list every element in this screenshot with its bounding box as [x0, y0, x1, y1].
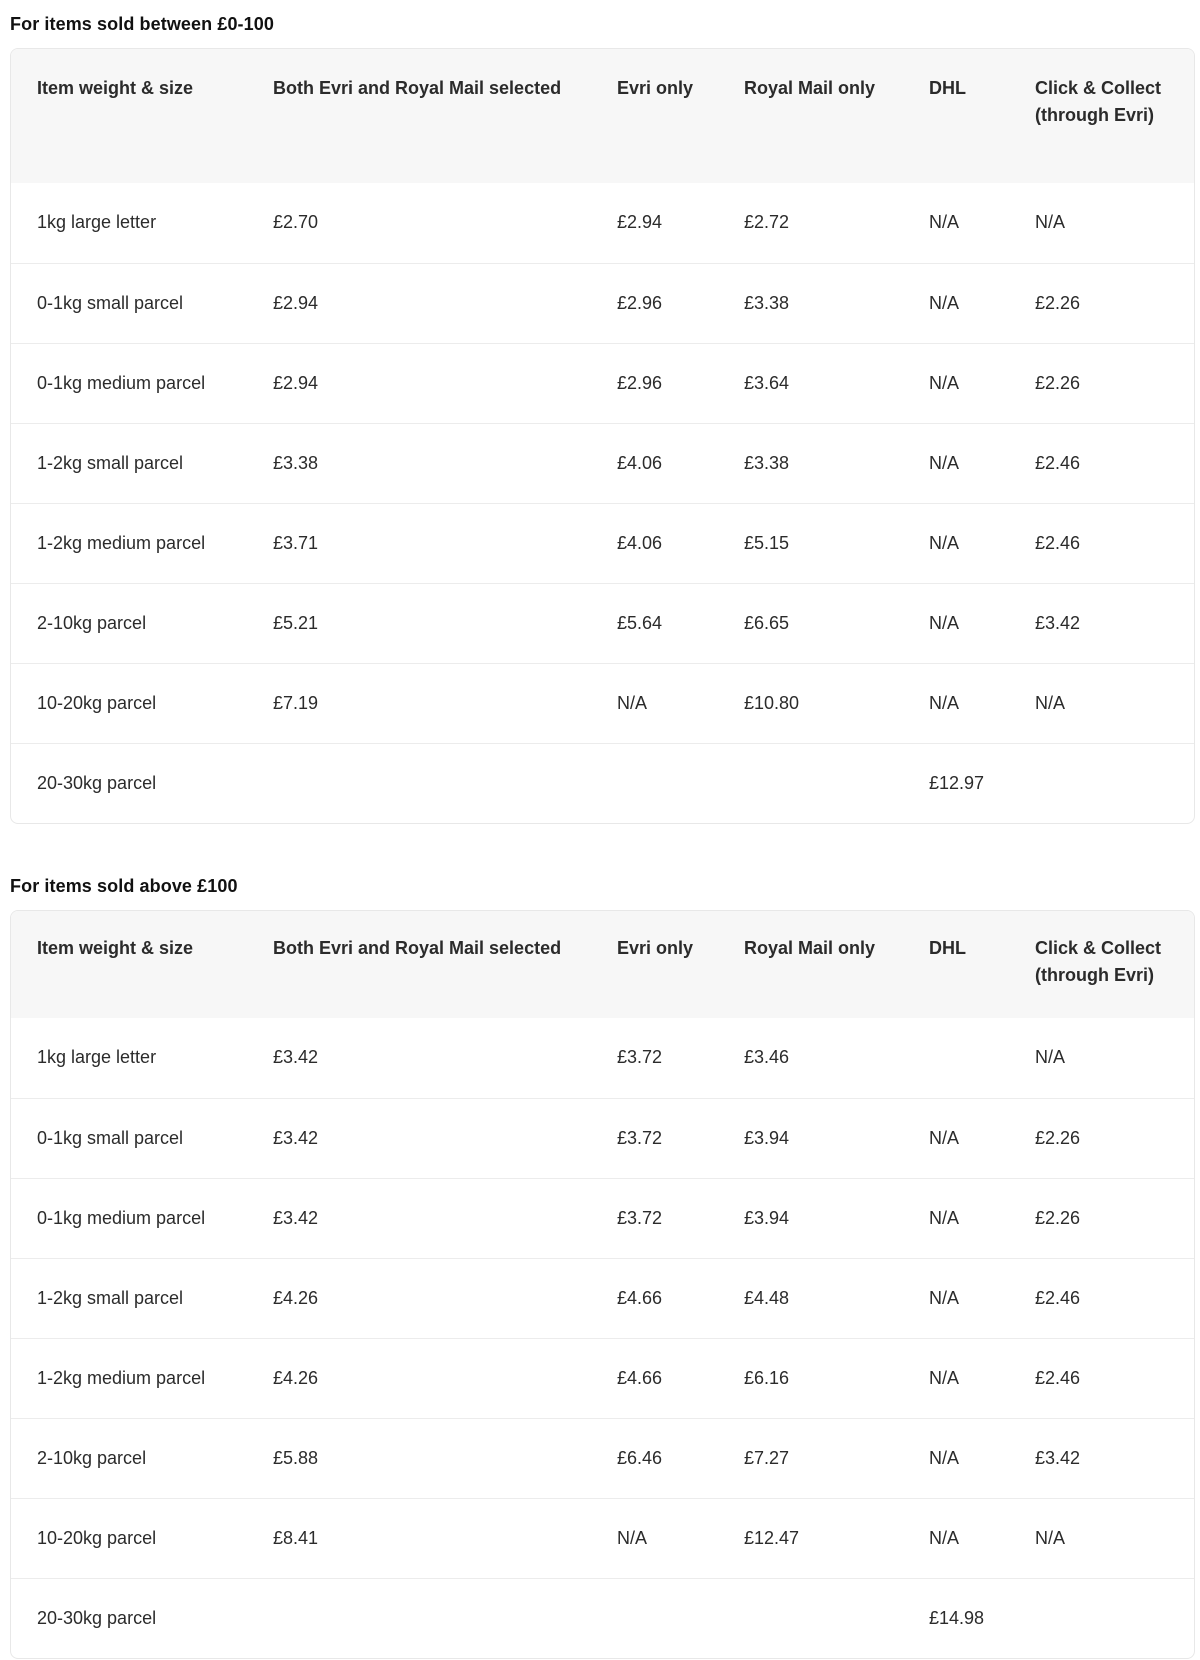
table-row	[11, 1418, 1195, 1498]
cell-dhl: N/A	[929, 212, 960, 233]
cell-dhl: N/A	[929, 1367, 960, 1388]
price-section-above-100	[10, 862, 1195, 1659]
cell-evri: N/A	[617, 692, 648, 713]
column-header-royal-mail: Royal Mail only	[744, 78, 876, 98]
cell-item: 0-1kg small parcel	[37, 1127, 184, 1148]
cell-evri: N/A	[617, 1527, 648, 1548]
section-title: For items sold between £0-100	[10, 14, 274, 34]
cell-both: £3.71	[273, 532, 319, 553]
cell-click-collect: £3.42	[1035, 612, 1081, 633]
table-row	[11, 343, 1195, 423]
cell-evri: £3.72	[617, 1127, 663, 1148]
cell-click-collect: N/A	[1035, 692, 1066, 713]
cell-click-collect: £2.46	[1035, 452, 1081, 473]
cell-both	[247, 1578, 591, 1658]
cell-dhl: N/A	[929, 292, 960, 313]
cell-dhl: N/A	[929, 452, 960, 473]
cell-both: £5.88	[273, 1447, 319, 1468]
column-header-royal-mail: Royal Mail only	[744, 938, 876, 958]
column-header-dhl: DHL	[929, 78, 966, 98]
cell-royal-mail: £12.47	[744, 1527, 800, 1548]
cell-royal-mail: £6.16	[744, 1367, 790, 1388]
cell-evri: £2.96	[617, 372, 663, 393]
column-header-evri: Evri only	[617, 78, 694, 98]
table-row	[11, 663, 1195, 743]
table-row	[11, 1098, 1195, 1178]
cell-evri	[591, 743, 718, 823]
cell-dhl: N/A	[929, 1447, 960, 1468]
cell-item: 1kg large letter	[37, 212, 157, 233]
cell-royal-mail: £4.48	[744, 1287, 790, 1308]
cell-item: 1-2kg medium parcel	[37, 532, 206, 553]
cell-royal-mail: £10.80	[744, 692, 800, 713]
cell-item: 1-2kg small parcel	[37, 1287, 184, 1308]
cell-click-collect: £2.26	[1035, 1127, 1081, 1148]
table-row	[11, 1018, 1195, 1098]
cell-evri: £3.72	[617, 1047, 663, 1068]
cell-click-collect: N/A	[1035, 1527, 1066, 1548]
cell-royal-mail: £2.72	[744, 212, 790, 233]
cell-click-collect: £2.46	[1035, 532, 1081, 553]
cell-click-collect	[1009, 743, 1195, 823]
cell-dhl: £12.97	[929, 772, 985, 793]
column-header-item-weight: Item weight & size	[37, 938, 194, 958]
cell-dhl: N/A	[929, 1527, 960, 1548]
cell-evri	[591, 1578, 718, 1658]
cell-click-collect: £2.26	[1035, 292, 1081, 313]
cell-click-collect: £2.26	[1035, 372, 1081, 393]
cell-item: 2-10kg parcel	[37, 612, 147, 633]
cell-dhl: £14.98	[929, 1607, 985, 1628]
column-header-click-collect: Click & Collect (through Evri)	[1035, 78, 1162, 125]
cell-dhl: N/A	[929, 612, 960, 633]
price-section-0-100	[10, 0, 1195, 824]
cell-click-collect: £3.42	[1035, 1447, 1081, 1468]
column-header-item-weight: Item weight & size	[37, 78, 194, 98]
cell-dhl: N/A	[929, 692, 960, 713]
cell-royal-mail: £3.38	[744, 292, 790, 313]
table-row	[11, 1338, 1195, 1418]
cell-royal-mail: £3.38	[744, 452, 790, 473]
cell-evri: £5.64	[617, 612, 663, 633]
cell-royal-mail: £5.15	[744, 532, 790, 553]
cell-item: 20-30kg parcel	[37, 1607, 157, 1628]
cell-both: £3.38	[273, 452, 319, 473]
table-row	[11, 1578, 1195, 1658]
cell-both: £3.42	[273, 1047, 319, 1068]
cell-royal-mail: £6.65	[744, 612, 790, 633]
cell-evri: £4.06	[617, 532, 663, 553]
cell-dhl: N/A	[929, 1207, 960, 1228]
table-row	[11, 1258, 1195, 1338]
cell-royal-mail: £3.94	[744, 1207, 790, 1228]
cell-evri: £6.46	[617, 1447, 663, 1468]
cell-both: £2.70	[273, 212, 319, 233]
cell-click-collect: £2.46	[1035, 1367, 1081, 1388]
cell-both: £4.26	[273, 1287, 319, 1308]
cell-item: 1-2kg medium parcel	[37, 1367, 206, 1388]
postage-price-table	[10, 910, 1195, 1659]
postage-price-table	[10, 48, 1195, 824]
cell-evri: £2.94	[617, 212, 663, 233]
section-title: For items sold above £100	[10, 876, 238, 896]
cell-royal-mail: £3.46	[744, 1047, 790, 1068]
cell-dhl: N/A	[929, 532, 960, 553]
cell-dhl: N/A	[929, 1287, 960, 1308]
table-row	[11, 263, 1195, 343]
column-header-click-collect: Click & Collect (through Evri)	[1035, 938, 1162, 985]
cell-item: 1kg large letter	[37, 1047, 157, 1068]
cell-item: 0-1kg medium parcel	[37, 372, 206, 393]
cell-evri: £4.06	[617, 452, 663, 473]
cell-evri: £4.66	[617, 1367, 663, 1388]
cell-item: 1-2kg small parcel	[37, 452, 184, 473]
cell-item: 20-30kg parcel	[37, 772, 157, 793]
cell-item: 0-1kg medium parcel	[37, 1207, 206, 1228]
cell-both: £4.26	[273, 1367, 319, 1388]
cell-both: £3.42	[273, 1127, 319, 1148]
column-header-dhl: DHL	[929, 938, 966, 958]
table-row	[11, 743, 1195, 823]
cell-royal-mail: £7.27	[744, 1447, 790, 1468]
cell-click-collect: £2.46	[1035, 1287, 1081, 1308]
column-header-both: Both Evri and Royal Mail selected	[273, 938, 562, 958]
table-row	[11, 583, 1195, 663]
cell-both: £5.21	[273, 612, 319, 633]
cell-dhl: N/A	[929, 372, 960, 393]
table-row	[11, 1498, 1195, 1578]
cell-evri: £4.66	[617, 1287, 663, 1308]
cell-evri: £2.96	[617, 292, 663, 313]
table-row	[11, 183, 1195, 263]
cell-royal-mail: £3.94	[744, 1127, 790, 1148]
cell-royal-mail	[718, 1578, 903, 1658]
table-row	[11, 423, 1195, 503]
cell-both: £2.94	[273, 372, 319, 393]
cell-evri: £3.72	[617, 1207, 663, 1228]
table-row	[11, 503, 1195, 583]
cell-both: £8.41	[273, 1527, 319, 1548]
cell-royal-mail	[718, 743, 903, 823]
cell-item: 10-20kg parcel	[37, 692, 157, 713]
cell-both: £7.19	[273, 692, 319, 713]
cell-item: 10-20kg parcel	[37, 1527, 157, 1548]
cell-both: £3.42	[273, 1207, 319, 1228]
cell-click-collect: N/A	[1035, 212, 1066, 233]
cell-royal-mail: £3.64	[744, 372, 790, 393]
cell-click-collect	[1009, 1578, 1195, 1658]
cell-item: 0-1kg small parcel	[37, 292, 184, 313]
cell-both: £2.94	[273, 292, 319, 313]
cell-dhl: N/A	[929, 1127, 960, 1148]
column-header-both: Both Evri and Royal Mail selected	[273, 78, 562, 98]
table-row	[11, 1178, 1195, 1258]
column-header-evri: Evri only	[617, 938, 694, 958]
cell-dhl	[903, 1018, 1009, 1098]
table-header-row	[11, 911, 1195, 1018]
cell-click-collect: N/A	[1035, 1047, 1066, 1068]
cell-item: 2-10kg parcel	[37, 1447, 147, 1468]
cell-click-collect: £2.26	[1035, 1207, 1081, 1228]
cell-both	[247, 743, 591, 823]
table-header-row	[11, 49, 1195, 183]
